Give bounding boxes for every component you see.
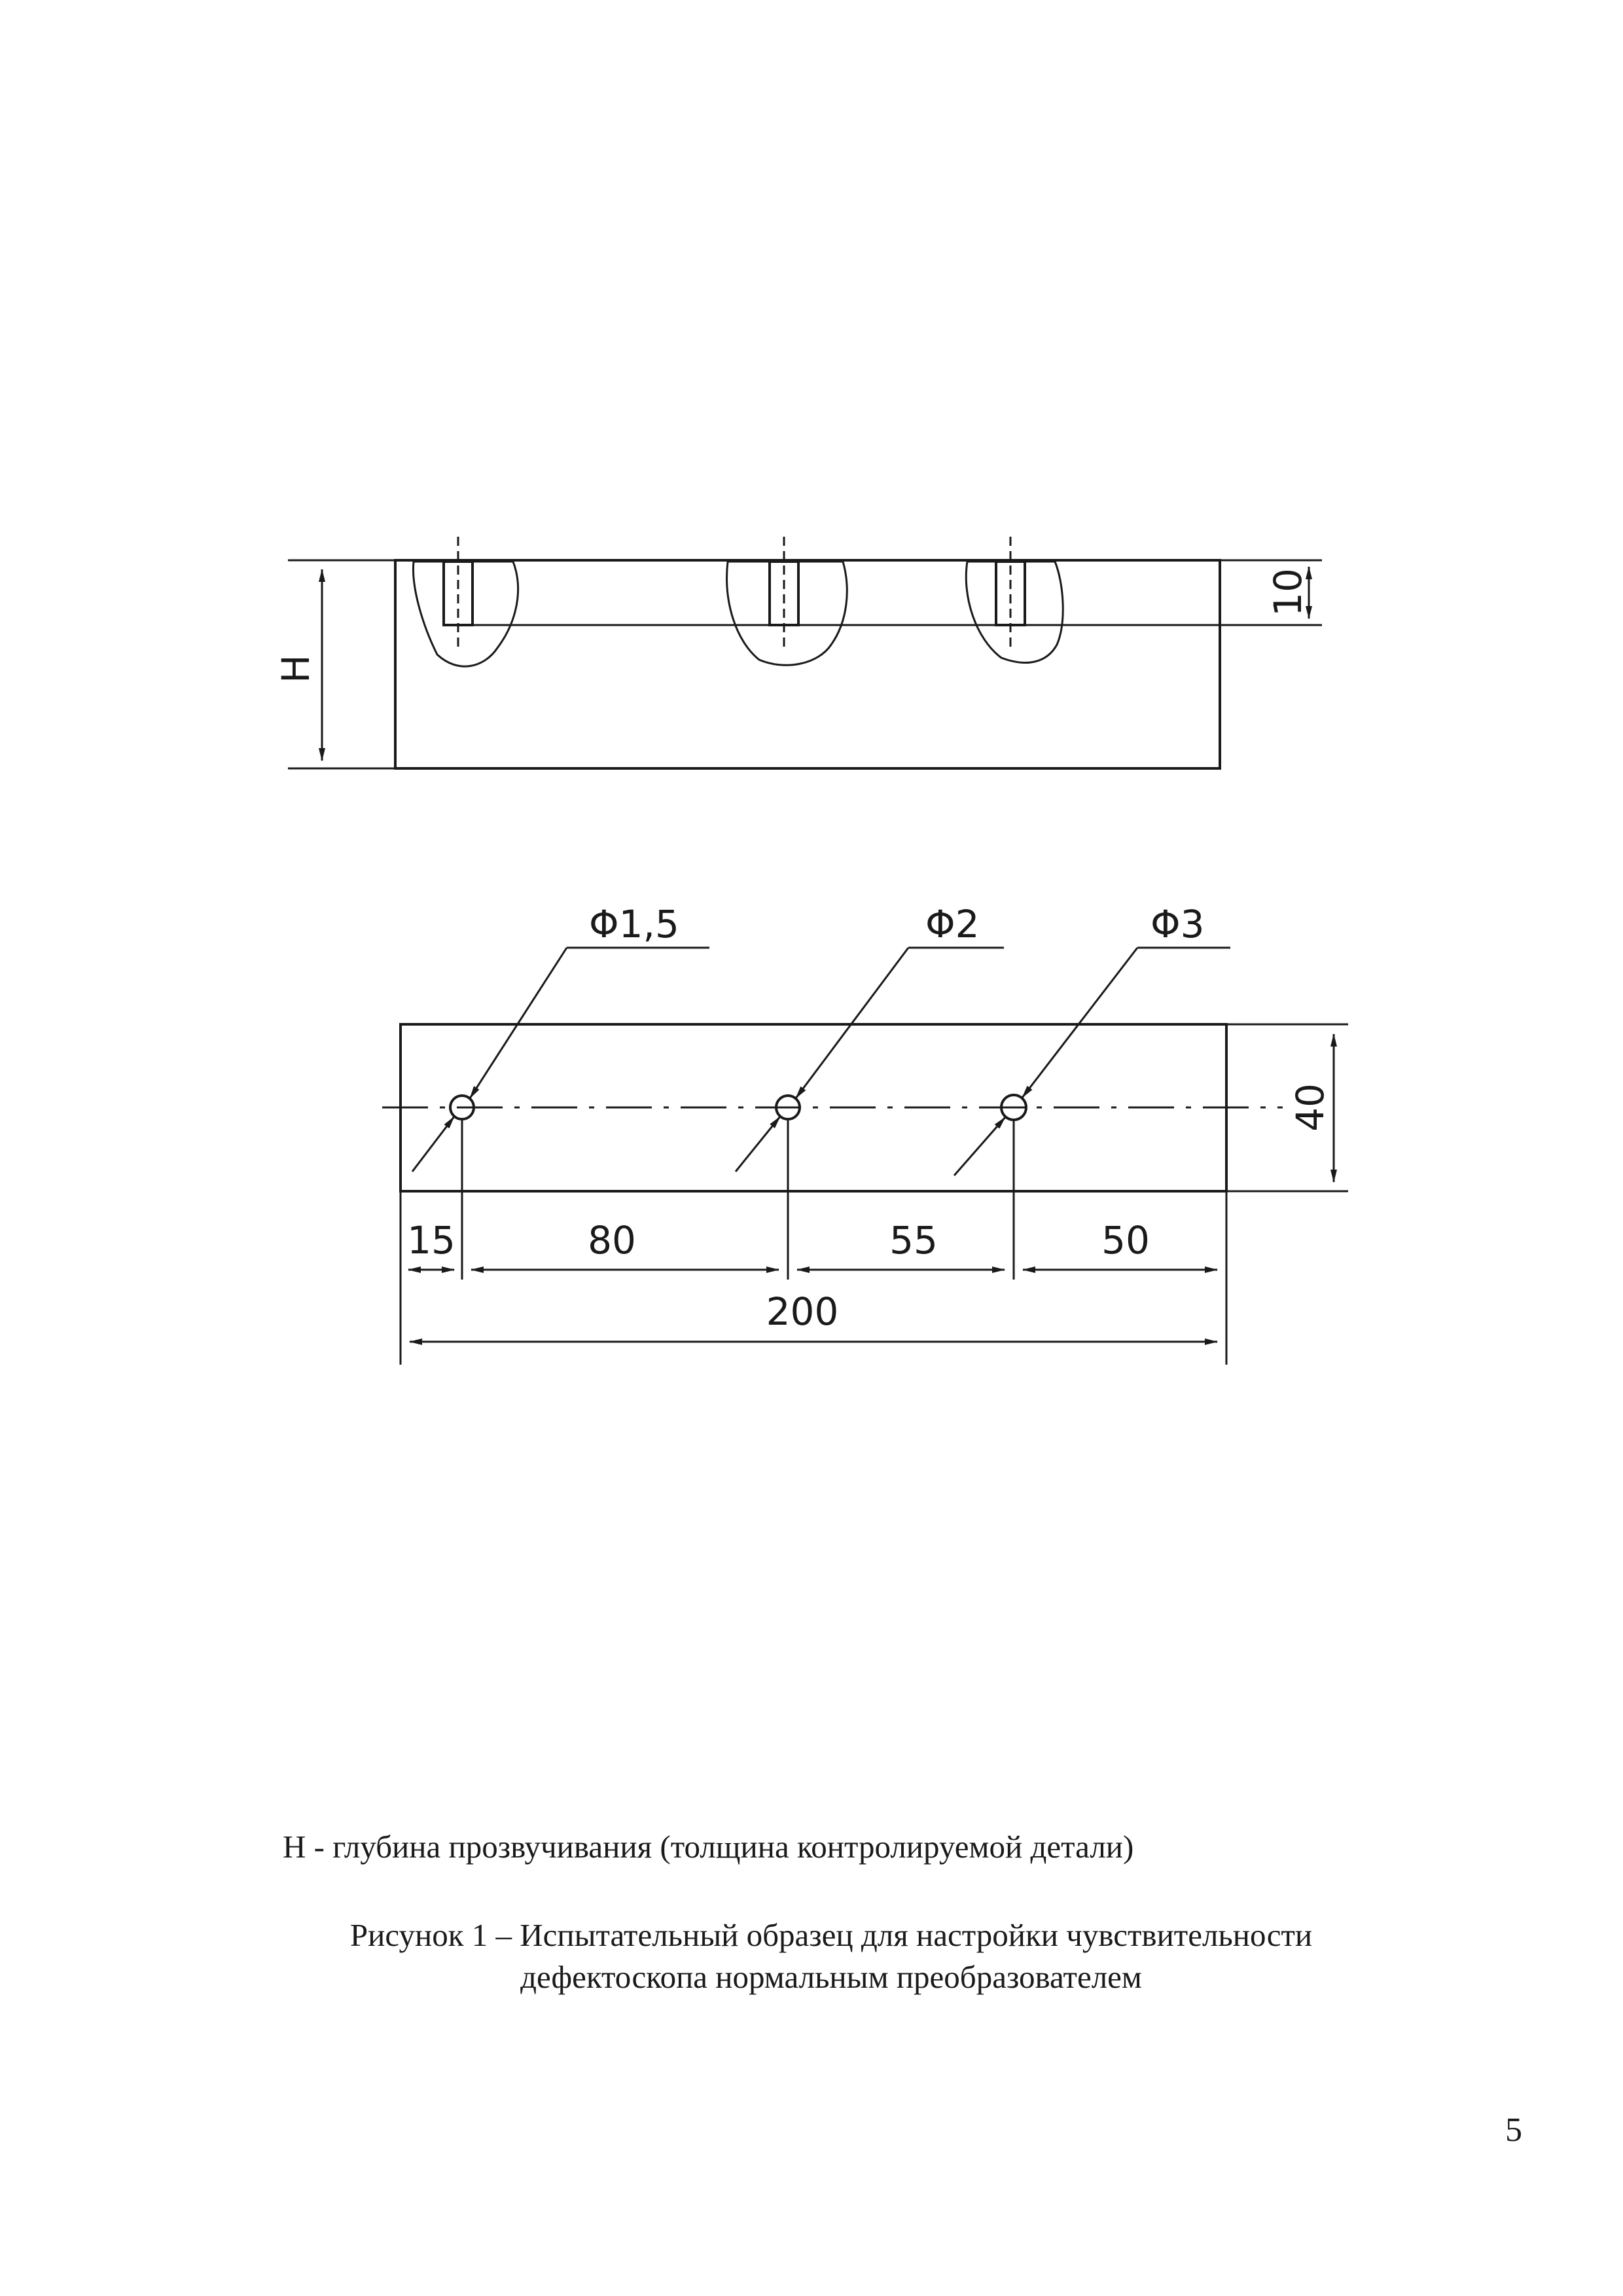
plan-view [382,902,1348,1365]
hole-1-leader [412,902,709,1172]
h-label: H [274,655,318,683]
figure-caption [0,1914,1623,1998]
page-number: 5 [1505,2111,1522,2149]
hole-1-label: Φ1,5 [589,902,679,946]
section-view [274,537,1322,768]
hole-3-leader [954,902,1230,1175]
caption-line-2: дефектоскопа нормальным преобразователем [520,1959,1142,1995]
hole-section-3 [966,537,1063,662]
width-label: 40 [1288,1083,1332,1132]
segment-label-1: 15 [407,1218,455,1263]
hole-2-leader [736,902,1004,1172]
hole-section-2 [727,537,847,665]
segment-label-3: 55 [889,1218,938,1263]
depth-label: 10 [1266,568,1310,617]
total-label: 200 [766,1289,839,1334]
hole-section-1 [413,537,518,666]
segment-label-4: 50 [1101,1218,1150,1263]
segment-dimensions [407,1218,1217,1270]
caption-line-1: Рисунок 1 – Испытательный образец для настройки чувствительности [349,1917,1313,1953]
legend-text: H - глубина прозвучивания (толщина контролируемой детали) [283,1829,1134,1865]
hole-3-label: Φ3 [1150,902,1205,946]
hole-2-label: Φ2 [925,902,980,946]
segment-label-2: 80 [588,1218,636,1263]
